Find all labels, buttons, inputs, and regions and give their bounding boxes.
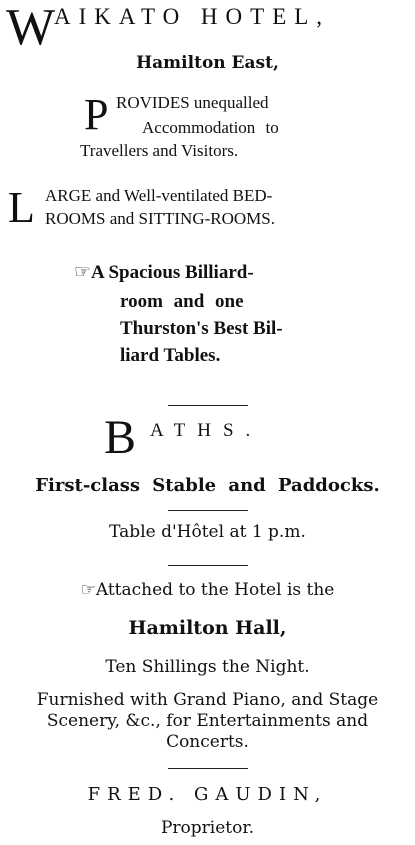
attached-line-wrap: [0, 580, 415, 600]
billiard-line-3: Thurston's Best Bil-: [120, 318, 283, 339]
table-dhote-line: Table d'Hôtel at 1 p.m.: [109, 522, 306, 542]
location-line: Hamilton East,: [136, 53, 279, 73]
provides-line-1: ROVIDES unequalled: [116, 93, 269, 112]
attached-line: Attached to the Hotel is the: [95, 580, 335, 600]
pointing-hand-icon: ☞: [74, 261, 92, 283]
furnished-line-2: Scenery, &c., for Entertainments and: [46, 711, 369, 731]
title-drop-cap: W: [6, 0, 56, 56]
billiard-line-2: room and one: [120, 291, 244, 312]
pointing-hand-icon: ☞: [80, 580, 96, 600]
billiard-line-1-wrap: [74, 261, 254, 284]
divider-rule-1: [168, 405, 248, 406]
hall-name: Hamilton Hall,: [128, 617, 287, 639]
advert-title: [6, 0, 411, 56]
furnished-line-1: Furnished with Grand Piano, and Stage: [36, 690, 379, 710]
rooms-line-2: ROOMS and SITTING-ROOMS.: [45, 209, 275, 228]
divider-rule-3: [168, 565, 248, 566]
billiard-line-4: liard Tables.: [120, 345, 221, 366]
hall-price: Ten Shillings the Night.: [105, 657, 310, 677]
stable-line: First-class Stable and Paddocks.: [35, 475, 380, 496]
provides-line-3: Travellers and Visitors.: [80, 141, 239, 160]
divider-rule-2: [168, 510, 248, 511]
rooms-drop-cap: L: [8, 183, 35, 232]
divider-rule-4: [168, 768, 248, 769]
title-text: AIKATO HOTEL,: [54, 4, 331, 29]
billiard-line-1: A Spacious Billiard-: [91, 262, 254, 283]
rooms-line-1: ARGE and Well-ventilated BED-: [45, 186, 273, 205]
baths-text: ATHS.: [150, 420, 263, 441]
proprietor-title: Proprietor.: [160, 818, 255, 838]
baths-drop-cap: B: [104, 411, 137, 464]
provides-line-2: Accommodation to: [142, 118, 279, 137]
proprietor-name: FRED. GAUDIN,: [87, 784, 328, 805]
provides-drop-cap: P: [84, 90, 109, 139]
furnished-line-3: Concerts.: [166, 732, 249, 752]
